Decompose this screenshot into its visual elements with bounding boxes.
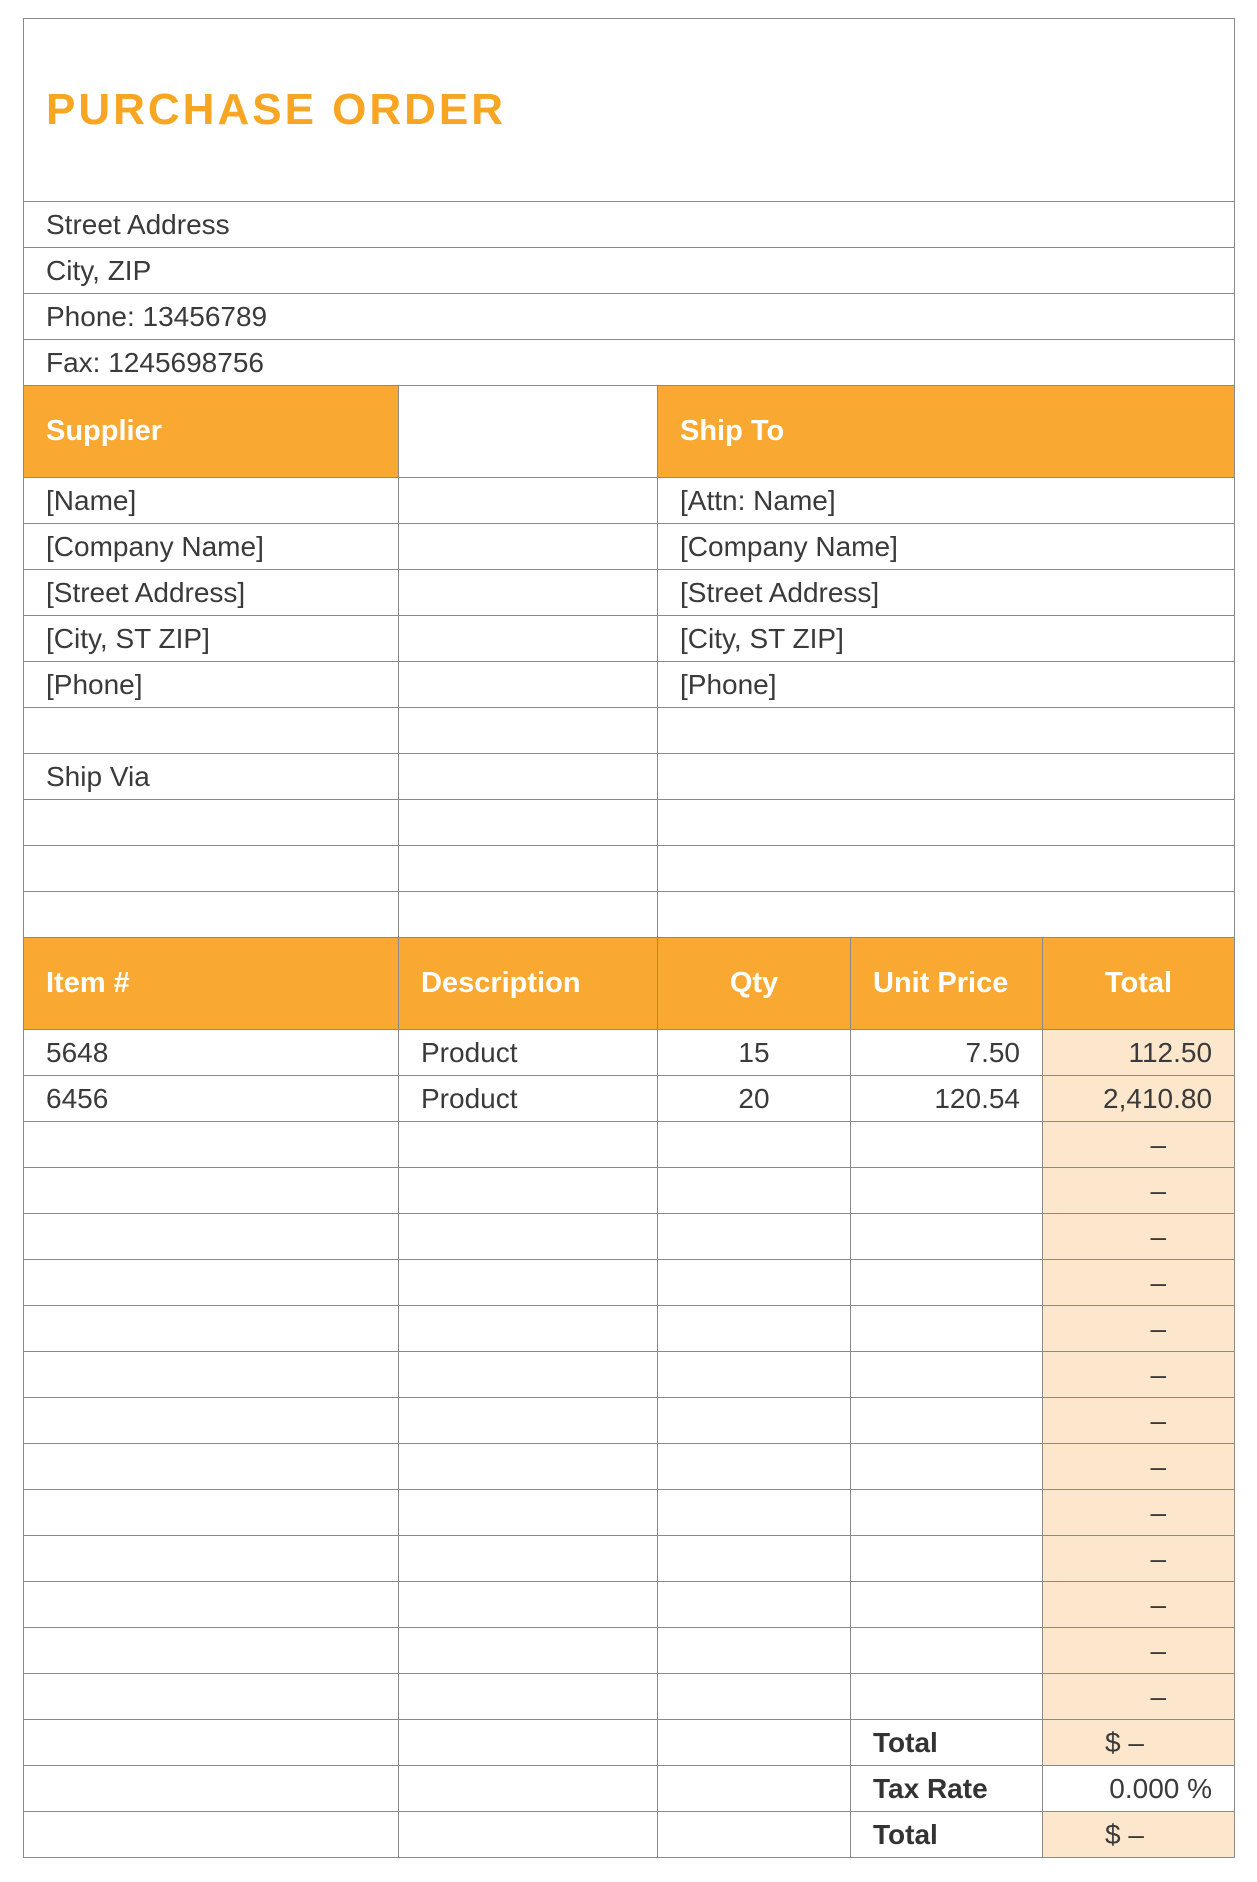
unit-price-cell[interactable]: [851, 1582, 1043, 1628]
unit-price-cell[interactable]: [851, 1214, 1043, 1260]
item-number-cell[interactable]: [24, 1306, 399, 1352]
line-total-cell[interactable]: 2,410.80: [1043, 1076, 1235, 1122]
purchase-order-sheet: [23, 18, 1235, 1858]
items-table-body: [24, 1030, 1235, 1720]
qty-cell[interactable]: [658, 1582, 851, 1628]
items-header-row: [24, 938, 1235, 1030]
item-number-cell[interactable]: [24, 1122, 399, 1168]
party-header-row: [24, 386, 1235, 478]
empty-cell[interactable]: [399, 570, 658, 616]
table-row: [24, 1352, 1235, 1398]
page-title: PURCHASE ORDER: [46, 85, 507, 134]
qty-cell[interactable]: 15: [658, 1030, 851, 1076]
line-total-cell[interactable]: –: [1043, 1444, 1235, 1490]
table-row: [24, 1030, 1235, 1076]
empty-cell[interactable]: [399, 846, 658, 892]
unit-price-cell[interactable]: [851, 1444, 1043, 1490]
item-number-cell[interactable]: [24, 1398, 399, 1444]
item-number-cell[interactable]: [24, 1674, 399, 1720]
unit-price-cell[interactable]: [851, 1398, 1043, 1444]
description-cell[interactable]: [399, 1260, 658, 1306]
supplier-name-cell[interactable]: [Name]: [24, 478, 399, 524]
description-cell[interactable]: [399, 1490, 658, 1536]
column-header-unit-price: Unit Price: [851, 938, 1043, 1030]
qty-cell[interactable]: [658, 1628, 851, 1674]
line-total-cell[interactable]: –: [1043, 1306, 1235, 1352]
line-total-cell[interactable]: –: [1043, 1352, 1235, 1398]
address-row: [24, 340, 1235, 386]
summary-subtotal-row: [24, 1720, 1235, 1766]
item-number-cell[interactable]: [24, 1214, 399, 1260]
empty-cell[interactable]: [658, 754, 1235, 800]
qty-cell[interactable]: [658, 1168, 851, 1214]
empty-cell[interactable]: [399, 800, 658, 846]
party-row: [24, 478, 1235, 524]
item-number-cell[interactable]: [24, 1582, 399, 1628]
line-total-cell[interactable]: –: [1043, 1168, 1235, 1214]
empty-cell[interactable]: [24, 846, 399, 892]
unit-price-cell[interactable]: [851, 1122, 1043, 1168]
empty-cell[interactable]: [658, 708, 1235, 754]
table-row: [24, 1306, 1235, 1352]
empty-cell[interactable]: [658, 892, 1235, 938]
ship-via-row: [24, 846, 1235, 892]
qty-cell[interactable]: [658, 1352, 851, 1398]
column-header-total: Total: [1043, 938, 1235, 1030]
tax-rate-label: Tax Rate: [851, 1766, 1043, 1812]
ship-to-city-cell[interactable]: [City, ST ZIP]: [658, 616, 1235, 662]
item-number-cell[interactable]: [24, 1536, 399, 1582]
table-row: [24, 1076, 1235, 1122]
unit-price-cell[interactable]: [851, 1168, 1043, 1214]
qty-cell[interactable]: [658, 1398, 851, 1444]
table-row: [24, 1444, 1235, 1490]
title-cell: [24, 19, 1235, 202]
item-number-cell[interactable]: 6456: [24, 1076, 399, 1122]
column-header-description: Description: [399, 938, 658, 1030]
description-cell[interactable]: [399, 1674, 658, 1720]
party-row: [24, 616, 1235, 662]
qty-cell[interactable]: [658, 1260, 851, 1306]
qty-cell[interactable]: [658, 1122, 851, 1168]
table-row: [24, 1628, 1235, 1674]
subtotal-currency: $: [1105, 1726, 1121, 1758]
column-header-item: Item #: [24, 938, 399, 1030]
table-row: [24, 1582, 1235, 1628]
address-row: [24, 202, 1235, 248]
unit-price-cell[interactable]: [851, 1536, 1043, 1582]
qty-cell[interactable]: [658, 1306, 851, 1352]
supplier-company-cell[interactable]: [Company Name]: [24, 524, 399, 570]
line-total-cell[interactable]: –: [1043, 1490, 1235, 1536]
description-cell[interactable]: [399, 1536, 658, 1582]
description-cell[interactable]: [399, 1306, 658, 1352]
supplier-header: Supplier: [24, 386, 399, 478]
address-row: [24, 294, 1235, 340]
ship-to-phone-cell[interactable]: [Phone]: [658, 662, 1235, 708]
empty-cell[interactable]: [658, 800, 1235, 846]
item-number-cell[interactable]: 5648: [24, 1030, 399, 1076]
empty-cell[interactable]: [24, 708, 399, 754]
table-row: [24, 1490, 1235, 1536]
qty-cell[interactable]: [658, 1214, 851, 1260]
summary-total-row: [24, 1812, 1235, 1858]
empty-cell[interactable]: [24, 1766, 399, 1812]
subtotal-value-cell[interactable]: [1043, 1720, 1235, 1766]
grand-total-value: –: [1128, 1818, 1144, 1850]
line-total-cell[interactable]: –: [1043, 1214, 1235, 1260]
line-total-cell[interactable]: –: [1043, 1536, 1235, 1582]
line-total-cell[interactable]: 112.50: [1043, 1030, 1235, 1076]
empty-cell[interactable]: [399, 524, 658, 570]
table-row: [24, 1168, 1235, 1214]
empty-cell[interactable]: [658, 846, 1235, 892]
item-number-cell[interactable]: [24, 1490, 399, 1536]
tax-rate-value[interactable]: 0.000 %: [1043, 1766, 1235, 1812]
title-row: [24, 19, 1235, 202]
column-header-qty: Qty: [658, 938, 851, 1030]
empty-cell[interactable]: [399, 892, 658, 938]
party-row: [24, 570, 1235, 616]
ship-to-header: Ship To: [658, 386, 1235, 478]
ship-via-row: [24, 892, 1235, 938]
ship-via-label: Ship Via: [24, 754, 399, 800]
description-cell[interactable]: [399, 1398, 658, 1444]
empty-cell[interactable]: [24, 800, 399, 846]
unit-price-cell[interactable]: [851, 1490, 1043, 1536]
line-total-cell[interactable]: –: [1043, 1628, 1235, 1674]
unit-price-cell[interactable]: 120.54: [851, 1076, 1043, 1122]
supplier-city-cell[interactable]: [City, ST ZIP]: [24, 616, 399, 662]
supplier-phone-cell[interactable]: [Phone]: [24, 662, 399, 708]
empty-cell[interactable]: [24, 892, 399, 938]
ship-to-name-cell[interactable]: [Attn: Name]: [658, 478, 1235, 524]
unit-price-cell[interactable]: [851, 1352, 1043, 1398]
unit-price-cell[interactable]: [851, 1260, 1043, 1306]
line-total-cell[interactable]: –: [1043, 1582, 1235, 1628]
table-row: [24, 1398, 1235, 1444]
subtotal-label: Total: [851, 1720, 1043, 1766]
grand-total-value-cell[interactable]: [1043, 1812, 1235, 1858]
table-row: [24, 1260, 1235, 1306]
address-row: [24, 248, 1235, 294]
empty-cell[interactable]: [24, 1720, 399, 1766]
empty-cell[interactable]: [399, 1720, 658, 1766]
qty-cell[interactable]: [658, 1444, 851, 1490]
fax-cell[interactable]: Fax: 1245698756: [24, 340, 1235, 386]
grand-total-label: Total: [851, 1812, 1043, 1858]
line-total-cell[interactable]: –: [1043, 1674, 1235, 1720]
party-row: [24, 662, 1235, 708]
line-total-cell[interactable]: –: [1043, 1122, 1235, 1168]
empty-cell[interactable]: [399, 478, 658, 524]
item-number-cell[interactable]: [24, 1628, 399, 1674]
summary-tax-row: [24, 1766, 1235, 1812]
ship-to-company-cell[interactable]: [Company Name]: [658, 524, 1235, 570]
table-row: [24, 1214, 1235, 1260]
street-address-cell[interactable]: Street Address: [24, 202, 1235, 248]
ship-via-row: [24, 754, 1235, 800]
table-row: [24, 1122, 1235, 1168]
description-cell[interactable]: [399, 1628, 658, 1674]
phone-cell[interactable]: Phone: 13456789: [24, 294, 1235, 340]
item-number-cell[interactable]: [24, 1168, 399, 1214]
description-cell[interactable]: [399, 1352, 658, 1398]
empty-cell[interactable]: [24, 1812, 399, 1858]
empty-cell[interactable]: [399, 1812, 658, 1858]
line-total-cell[interactable]: –: [1043, 1260, 1235, 1306]
line-total-cell[interactable]: –: [1043, 1398, 1235, 1444]
grand-total-currency: $: [1105, 1818, 1121, 1850]
item-number-cell[interactable]: [24, 1352, 399, 1398]
ship-to-street-cell[interactable]: [Street Address]: [658, 570, 1235, 616]
table-row: [24, 1536, 1235, 1582]
item-number-cell[interactable]: [24, 1444, 399, 1490]
ship-via-row: [24, 800, 1235, 846]
description-cell[interactable]: Product: [399, 1030, 658, 1076]
empty-cell[interactable]: [399, 616, 658, 662]
unit-price-cell[interactable]: [851, 1674, 1043, 1720]
unit-price-cell[interactable]: 7.50: [851, 1030, 1043, 1076]
description-cell[interactable]: [399, 1168, 658, 1214]
description-cell[interactable]: [399, 1122, 658, 1168]
qty-cell[interactable]: [658, 1536, 851, 1582]
qty-cell[interactable]: [658, 1490, 851, 1536]
subtotal-value: –: [1128, 1726, 1144, 1758]
party-row: [24, 524, 1235, 570]
supplier-street-cell[interactable]: [Street Address]: [24, 570, 399, 616]
table-row: [24, 1674, 1235, 1720]
city-zip-cell[interactable]: City, ZIP: [24, 248, 1235, 294]
description-cell[interactable]: [399, 1444, 658, 1490]
empty-cell[interactable]: [399, 1766, 658, 1812]
qty-cell[interactable]: [658, 1674, 851, 1720]
party-row: [24, 708, 1235, 754]
description-cell[interactable]: [399, 1582, 658, 1628]
unit-price-cell[interactable]: [851, 1306, 1043, 1352]
description-cell[interactable]: Product: [399, 1076, 658, 1122]
empty-header-cell: [399, 386, 658, 478]
item-number-cell[interactable]: [24, 1260, 399, 1306]
unit-price-cell[interactable]: [851, 1628, 1043, 1674]
empty-cell[interactable]: [658, 1812, 851, 1858]
empty-cell[interactable]: [399, 754, 658, 800]
description-cell[interactable]: [399, 1214, 658, 1260]
qty-cell[interactable]: 20: [658, 1076, 851, 1122]
empty-cell[interactable]: [658, 1766, 851, 1812]
empty-cell[interactable]: [658, 1720, 851, 1766]
empty-cell[interactable]: [399, 662, 658, 708]
empty-cell[interactable]: [399, 708, 658, 754]
